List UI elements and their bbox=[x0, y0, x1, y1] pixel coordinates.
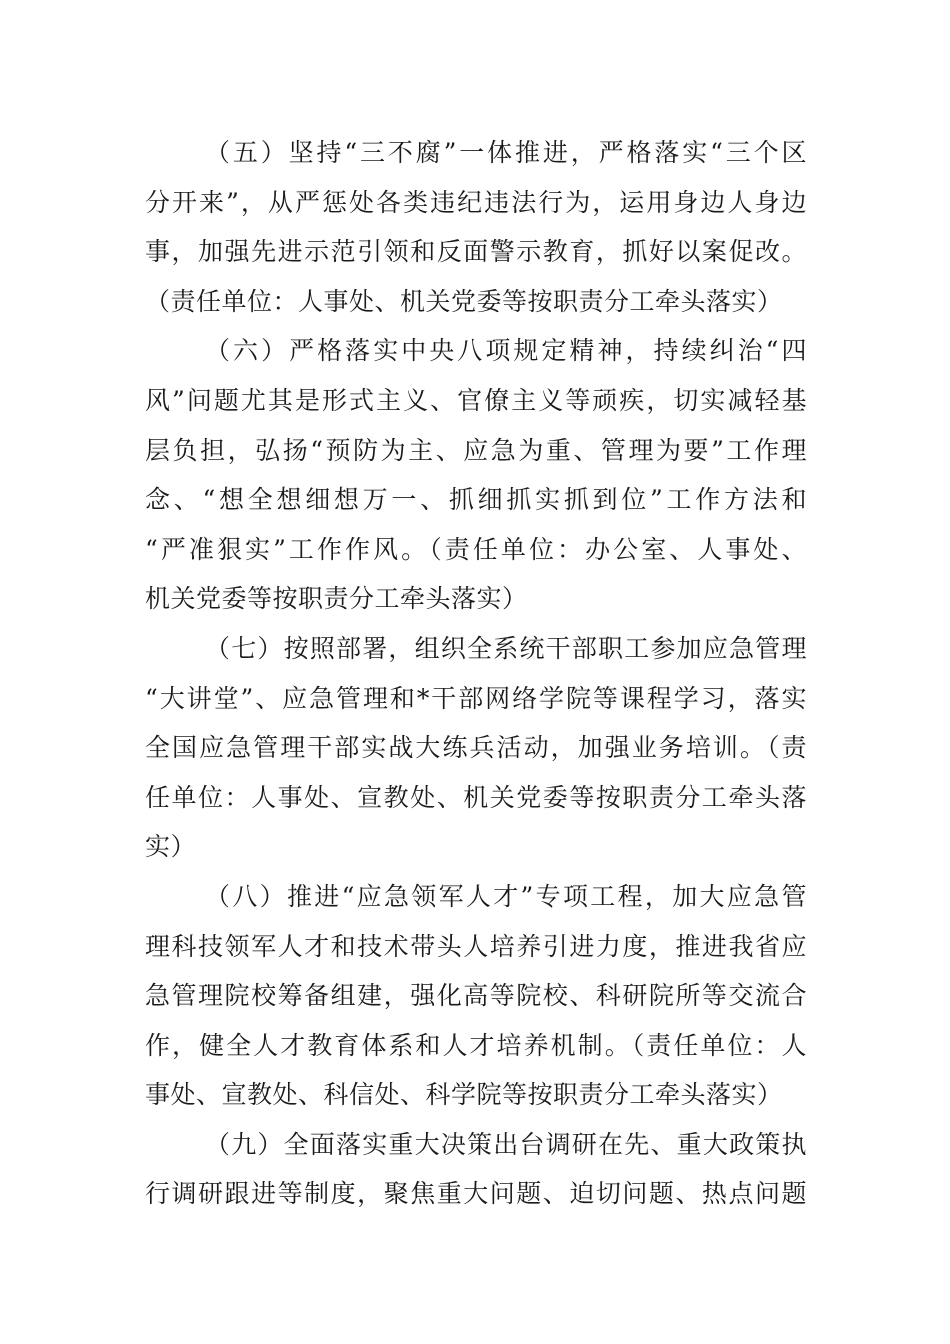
paragraph-6 bbox=[145, 326, 807, 624]
paragraph-9 bbox=[145, 1120, 807, 1219]
document-body bbox=[145, 128, 807, 1219]
paragraph-line: （七）按照部署，组织全系统干部职工参加应急管理 bbox=[205, 633, 807, 663]
paragraph-8 bbox=[145, 872, 807, 1120]
paragraph-line: （六）严格落实中央八项规定精神，持续纠治“四 bbox=[205, 336, 807, 366]
paragraph-line: （五）坚持“三不腐”一体推进，严格落实“三个区 bbox=[205, 138, 807, 167]
paragraph-line: 实） bbox=[145, 832, 197, 862]
paragraph-line: 作，健全人才教育体系和人才培养机制。（责任单位：人 bbox=[145, 1030, 807, 1060]
paragraph-line: 事处、宣教处、科信处、科学院等按职责分工牵头落实） bbox=[145, 1080, 783, 1110]
paragraph-line: 层负担，弘扬“预防为主、应急为重、管理为要”工作理 bbox=[145, 435, 807, 465]
paragraph-line: 急管理院校筹备组建，强化高等院校、科研院所等交流合 bbox=[145, 981, 807, 1011]
paragraph-line: （八）推进“应急领军人才”专项工程，加大应急管 bbox=[205, 881, 807, 911]
paragraph-5 bbox=[145, 128, 807, 326]
paragraph-line: 理科技领军人才和技术带头人培养引进力度，推进我省应 bbox=[145, 931, 807, 961]
paragraph-line: 风”问题尤其是形式主义、官僚主义等顽疾，切实减轻基 bbox=[145, 385, 807, 415]
paragraph-line: 行调研跟进等制度，聚焦重大问题、迫切问题、热点问题 bbox=[145, 1179, 807, 1209]
paragraph-line: 全国应急管理干部实战大练兵活动，加强业务培训。（责 bbox=[145, 733, 807, 763]
paragraph-line: “大讲堂”、应急管理和*干部网络学院等课程学习，落实 bbox=[145, 683, 807, 713]
paragraph-line: （九）全面落实重大决策出台调研在先、重大政策执 bbox=[205, 1129, 807, 1159]
paragraph-line: 任单位：人事处、宣教处、机关党委等按职责分工牵头落 bbox=[145, 782, 807, 812]
paragraph-7 bbox=[145, 624, 807, 872]
paragraph-line: 事，加强先进示范引领和反面警示教育，抓好以案促改。 bbox=[145, 237, 807, 267]
paragraph-line: 分开来”，从严惩处各类违纪违法行为，运用身边人身边 bbox=[145, 187, 807, 217]
paragraph-line: 机关党委等按职责分工牵头落实） bbox=[145, 584, 528, 614]
paragraph-line: “严准狠实”工作作风。（责任单位：办公室、人事处、 bbox=[145, 534, 807, 564]
paragraph-line: 念、“想全想细想万一、抓细抓实抓到位”工作方法和 bbox=[145, 485, 807, 515]
paragraph-line: （责任单位：人事处、机关党委等按职责分工牵头落实） bbox=[145, 286, 783, 316]
